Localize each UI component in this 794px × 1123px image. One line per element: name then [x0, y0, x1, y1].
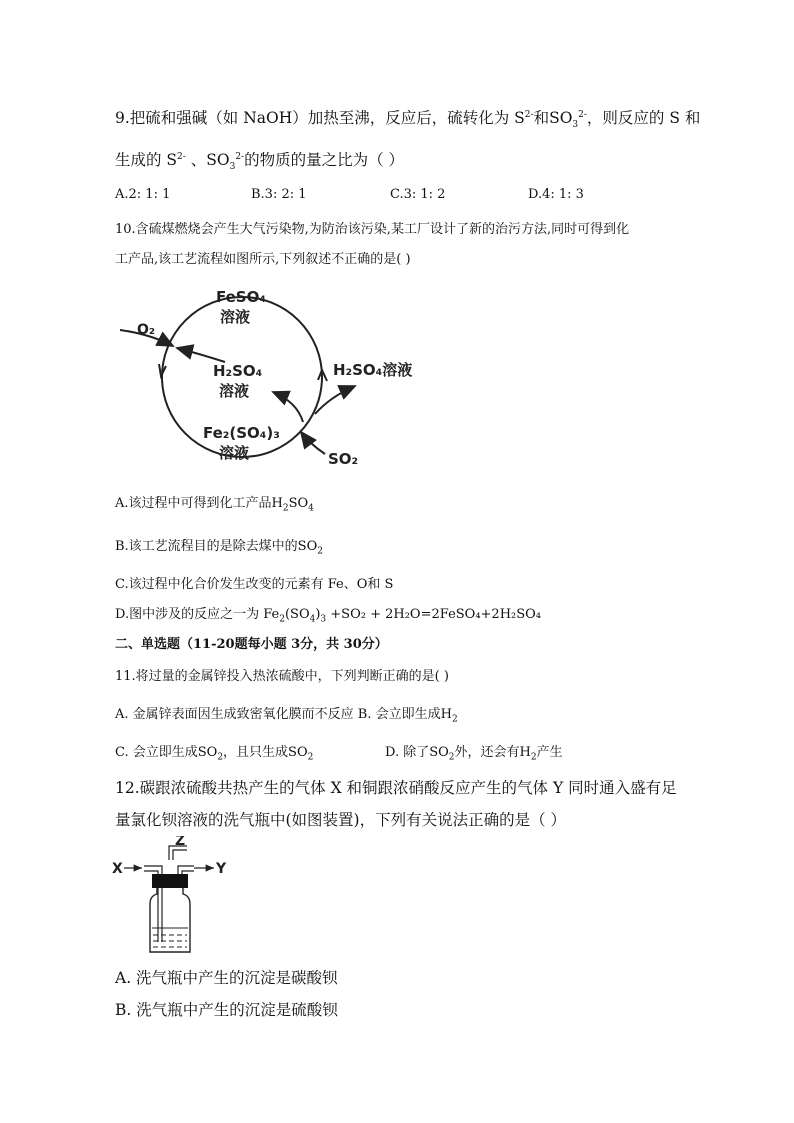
fe2so43-label: 溶液: [219, 444, 250, 462]
q9-stem-line2: 生成的 $S^{2-}$ 、$SO_3^{2-}$的物质的量之比为（ ）: [115, 151, 405, 173]
h2so4-return-arrow: [177, 348, 225, 362]
q12-option-a[interactable]: A. 洗气瓶中产生的沉淀是碳酸钡: [115, 969, 338, 987]
q9-option-a[interactable]: A.2: 1: 1: [115, 187, 171, 202]
q11-option-ab[interactable]: A. 金属锌表面因生成致密氧化膜而不反应 B. 会立即生成$H_2$: [115, 707, 458, 725]
fe2so43-formula: Fe₂(SO₄)₃: [203, 424, 280, 442]
q12-stem-line1: 12.碳跟浓硫酸共热产生的气体 X 和铜跟浓硝酸反应产生的气体 Y 同时通入盛有足: [115, 779, 677, 797]
so2-arrow: [301, 432, 325, 454]
section2-title: 二、单选题（11-20题每小题 3分，共 30分）: [115, 637, 388, 652]
feso4-label: 溶液: [220, 308, 251, 326]
q10-option-a[interactable]: A.该过程中可得到化工产品$H_2SO_4$: [115, 496, 314, 514]
h2so4-outer-label: H₂SO₄溶液: [333, 361, 413, 379]
q10-stem-line1: 10.含硫煤燃烧会产生大气污染物,为防治该污染,某工厂设计了新的治污方法,同时可得到化: [115, 222, 630, 237]
h2so4-inner-formula: H₂SO₄: [213, 362, 263, 380]
h2so4-inner-label: 溶液: [219, 382, 250, 400]
q12-stem-line2: 量氯化钡溶液的洗气瓶中(如图装置)，下列有关说法正确的是（ ）: [115, 811, 567, 829]
q11-options-cd: [115, 741, 715, 763]
so2-label: SO₂: [328, 450, 359, 468]
q12-gas-washing-bottle: [112, 836, 242, 960]
q10-option-b[interactable]: B.该工艺流程目的是除去煤中的$SO_2$: [115, 539, 323, 557]
q10-option-c[interactable]: C.该过程中化合价发生改变的元素有 Fe、O和 S: [115, 577, 394, 592]
to-inner-h2so4-arrow: [273, 392, 303, 422]
q10-option-d[interactable]: D.图中涉及的反应之一为 $Fe_2(SO_4)_3 +SO_2$ + 2H₂O=2FeSO₄+2H₂SO₄: [115, 607, 542, 625]
y-label: Y: [216, 861, 227, 877]
q12-option-b[interactable]: B. 洗气瓶中产生的沉淀是硫酸钡: [115, 1001, 338, 1019]
q11-stem: 11.将过量的金属锌投入热浓硫酸中，下列判断正确的是( ): [115, 669, 449, 684]
q10-flow-diagram: [115, 282, 445, 474]
q9-option-b[interactable]: B.3: 2: 1: [251, 187, 307, 202]
q11-option-d[interactable]: D. 除了$SO_2$外，还会有$H_2$产生: [385, 745, 563, 763]
q10-stem-line2: 工产品,该工艺流程如图所示,下列叙述不正确的是( ): [115, 252, 411, 267]
feso4-formula: FeSO₄: [216, 288, 266, 306]
q9-options: [115, 187, 715, 207]
q11-option-c[interactable]: C. 会立即生成$SO_2$，且只生成$SO_2$: [115, 745, 314, 763]
q9-stem-line1: 9.把硫和强碱（如 NaOH）加热至沸，反应后，硫转化为 $S^{2-}$和$SO_3^{2-}$，则反应的 S 和: [115, 109, 701, 131]
q9-option-c[interactable]: C.3: 1: 2: [390, 187, 446, 202]
z-label: Z: [175, 836, 186, 849]
x-label: X: [112, 861, 123, 877]
o2-label: O₂: [137, 322, 156, 338]
q9-option-d[interactable]: D.4: 1: 3: [528, 187, 584, 202]
